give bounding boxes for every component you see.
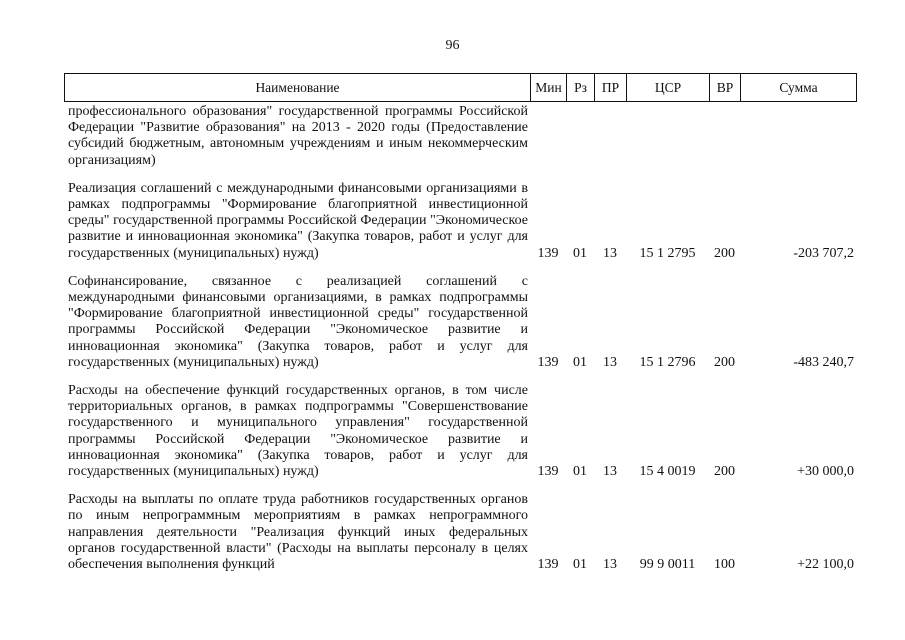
row-sum: -483 240,7: [793, 354, 854, 370]
row-pr: 13: [603, 557, 617, 573]
row-min: 139: [537, 245, 559, 261]
table-row: [64, 383, 857, 480]
header-name: Наименование: [65, 74, 531, 101]
row-rz: [566, 104, 594, 169]
table-row: [64, 104, 857, 169]
row-sum: +30 000,0: [797, 464, 854, 480]
row-name: Реализация соглашений с международными финансовыми организациями в рамках подпрограммы "Формирование благоприятной инвестиционной среды" государственной программы Российской Федерации "Экономическое развитие и инновационная экономика" (Закупка товаров, работ и услуг для государственных (муниципальных) нужд): [68, 180, 528, 261]
row-csr: [626, 104, 709, 169]
table-body: [64, 104, 857, 573]
table-row: [64, 181, 857, 262]
header-rz: Рз: [567, 74, 595, 101]
row-pr: 13: [603, 354, 617, 370]
table-row: [64, 492, 857, 573]
row-sum: +22 100,0: [797, 557, 854, 573]
row-vr: [709, 104, 740, 169]
row-rz: 01: [573, 557, 587, 573]
row-csr: 15 1 2796: [639, 354, 696, 370]
row-sum: [740, 104, 857, 169]
row-csr: 15 1 2795: [639, 245, 696, 261]
table-row: [64, 274, 857, 371]
row-name: профессионального образования" государственной программы Российской Федерации "Развитие образования" на 2013 - 2020 годы (Предоставление субсидий бюджетным, автономным учреждениям и иным некоммерческим организациям): [68, 104, 528, 168]
row-rz: 01: [573, 464, 587, 480]
header-pr: ПР: [595, 74, 627, 101]
row-min: [530, 104, 566, 169]
row-pr: 13: [603, 464, 617, 480]
row-vr: 100: [714, 557, 735, 573]
header-sum: Сумма: [779, 79, 818, 95]
row-pr: [594, 104, 626, 169]
header-csr: ЦСР: [627, 74, 710, 101]
row-vr: 200: [714, 464, 735, 480]
header-min: Мин: [531, 74, 567, 101]
row-vr: 200: [714, 245, 735, 261]
row-min: 139: [537, 354, 559, 370]
header-vr: ВР: [710, 74, 741, 101]
row-name: Софинансирование, связанное с реализацией соглашений с международными финансовыми организациями, в рамках подпрограммы "Формирование благоприятной инвестиционной среды" государственной программы Российской Федерации "Экономическое развитие и инновационная экономика" (Закупка товаров, работ и услуг для государственных (муниципальных) нужд): [68, 273, 528, 370]
table-header: [64, 73, 857, 102]
row-min: 139: [537, 557, 559, 573]
row-name: Расходы на выплаты по оплате труда работников государственных органов по иным непрограммным мероприятиям в рамках непрограммного направления деятельности "Реализация функций иных федеральных органов государственной власти" (Расходы на выплаты персоналу в целях обеспечения выполнения функций: [68, 492, 528, 573]
page-number: 96: [445, 38, 460, 53]
row-rz: 01: [573, 245, 587, 261]
row-pr: 13: [603, 245, 617, 261]
row-name: Расходы на обеспечение функций государственных органов, в том числе территориальных органов, в рамках подпрограммы "Совершенствование государственного и муниципального управления" государственной программы Российской Федерации "Экономическое развитие и инновационная экономика" (Закупка товаров, работ и услуг для государственных (муниципальных) нужд): [68, 383, 528, 480]
row-min: 139: [537, 464, 559, 480]
row-sum: -203 707,2: [793, 245, 854, 261]
row-rz: 01: [573, 354, 587, 370]
row-csr: 99 9 0011: [639, 557, 696, 573]
row-vr: 200: [714, 354, 735, 370]
row-csr: 15 4 0019: [639, 464, 696, 480]
